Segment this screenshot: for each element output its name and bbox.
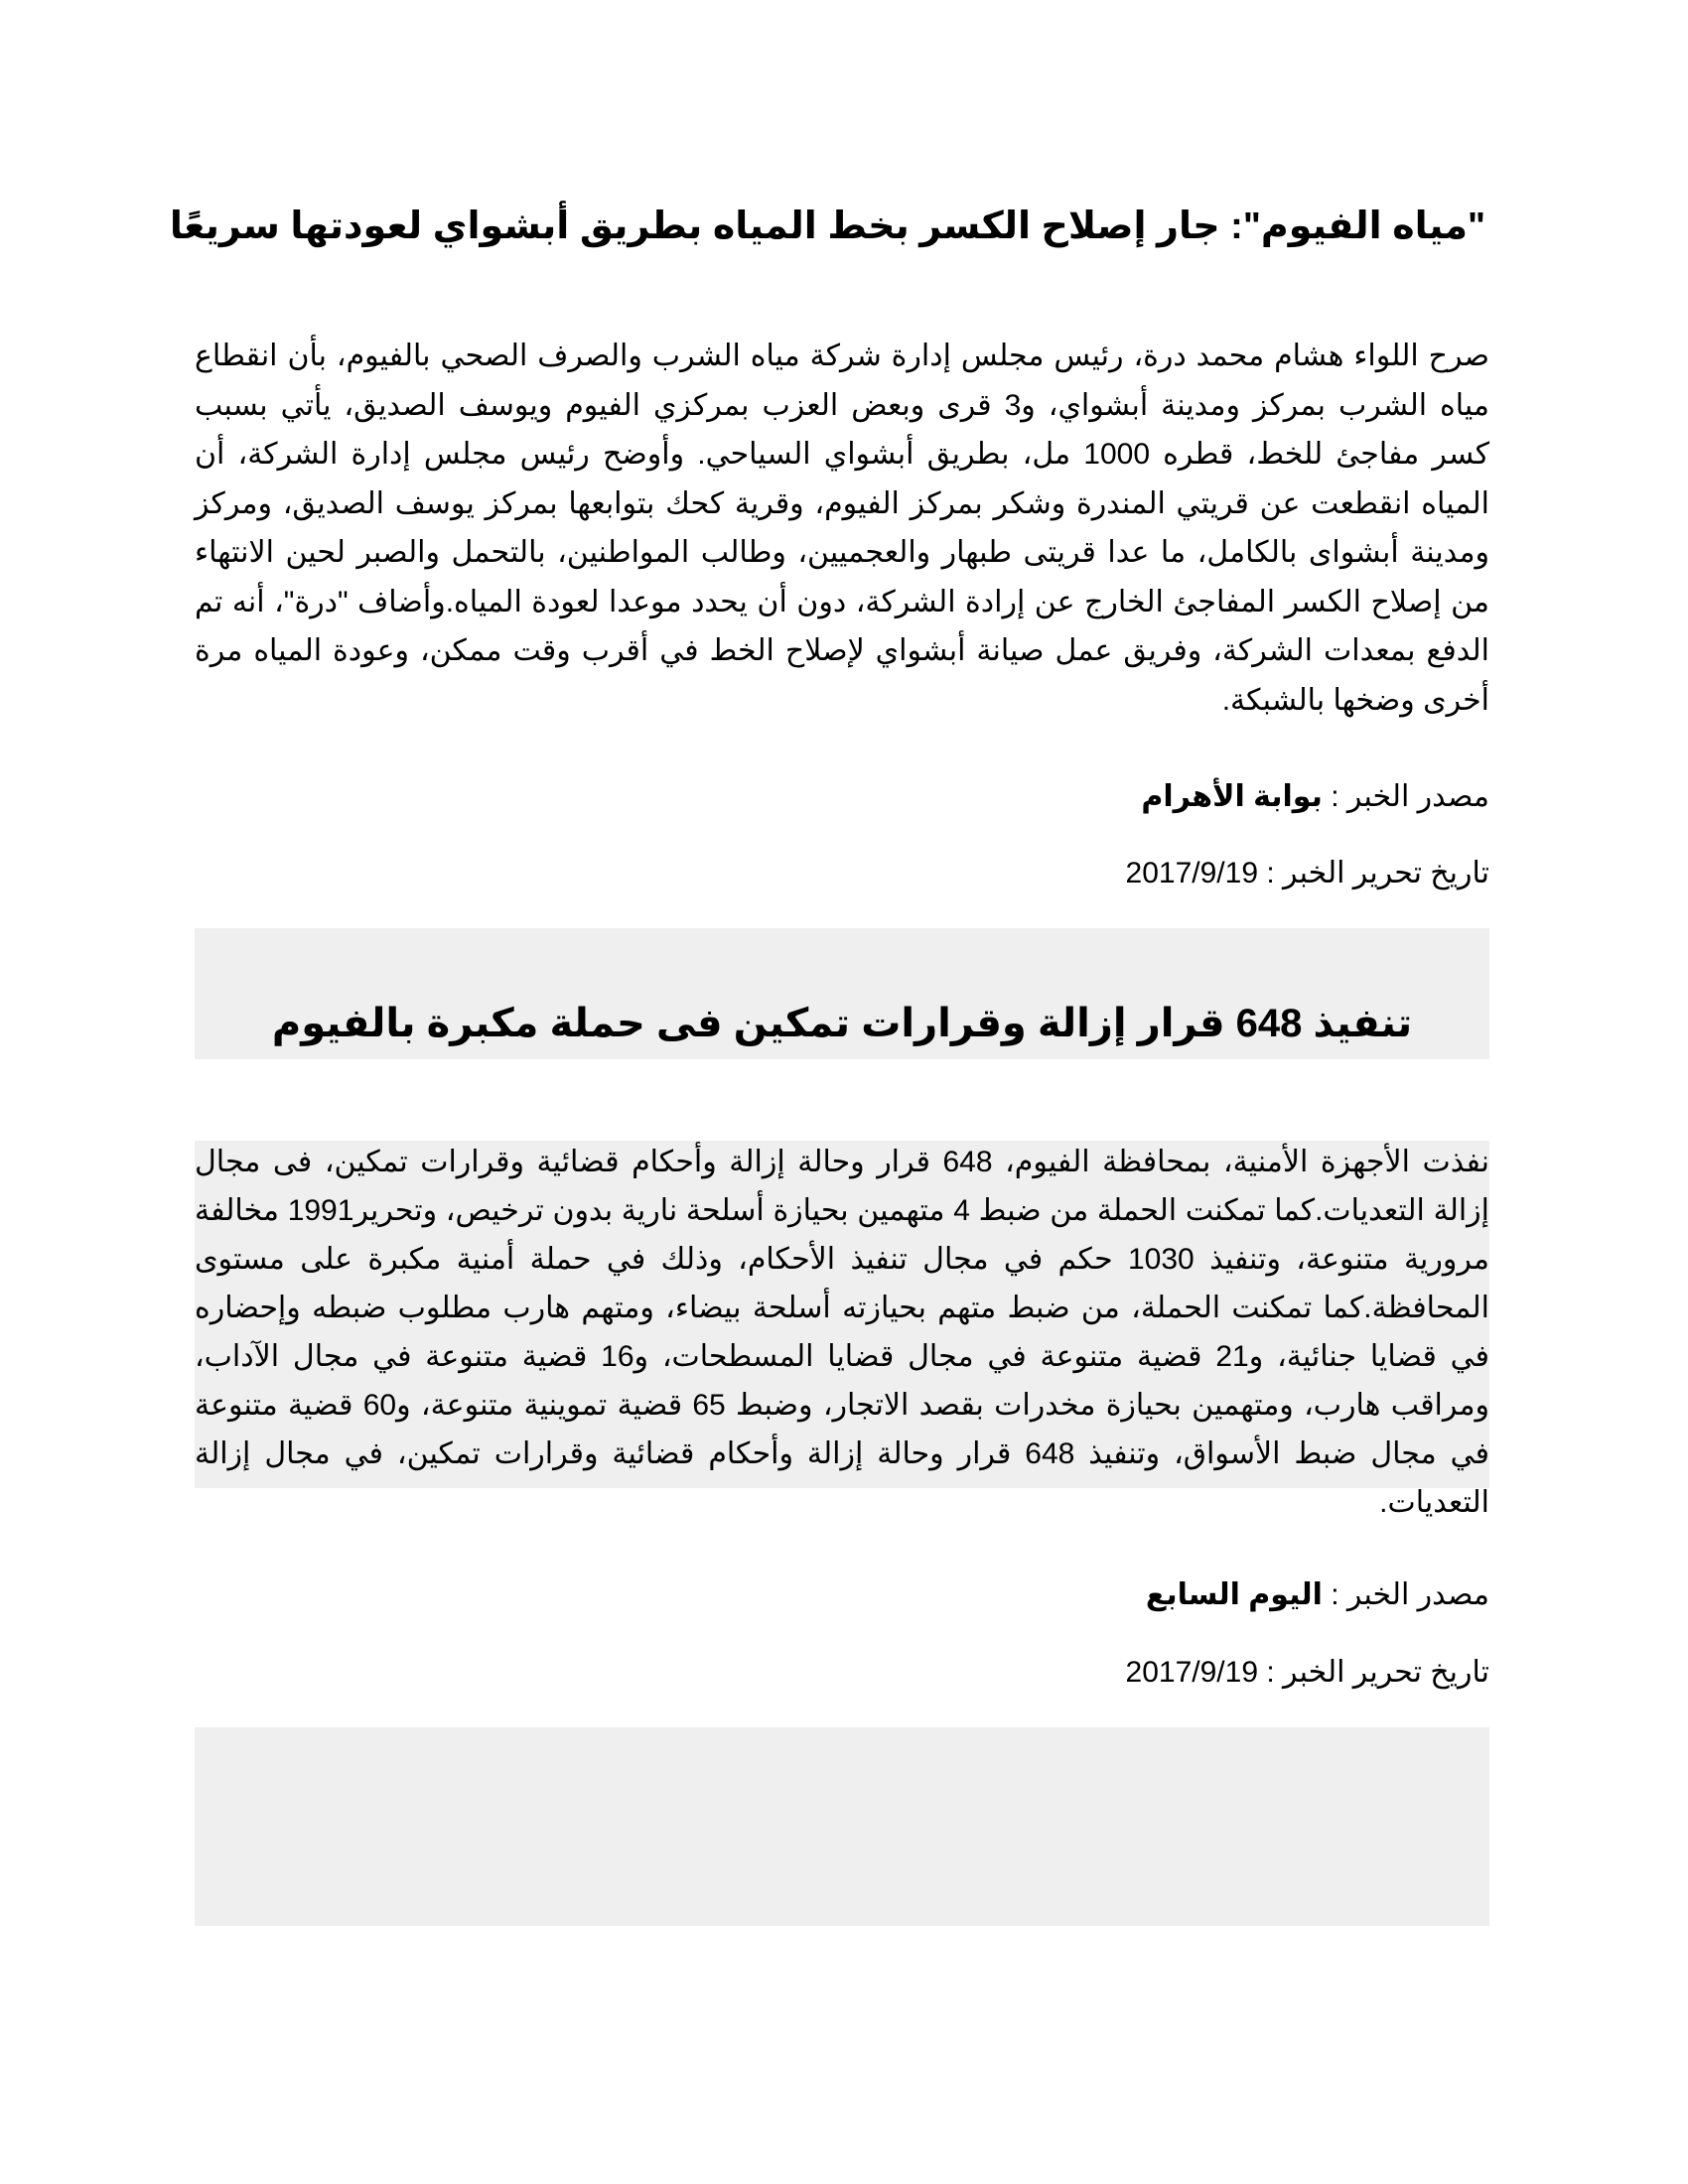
news-date-value: 2017/9/19 [1125,857,1259,889]
news-source-value: بوابة الأهرام [1141,780,1323,813]
article-title: تنفيذ 648 قرار إزالة وقرارات تمكين فى حملة مكبرة بالفيوم [271,1002,1413,1045]
news-source-value: اليوم السابع [1145,1578,1323,1611]
empty-gray-block [195,1727,1489,1926]
news-date-label: تاريخ تحرير الخبر : [1258,857,1489,889]
news-source-label: مصدر الخبر : [1322,1578,1489,1611]
news-source-label: مصدر الخبر : [1322,780,1489,813]
article-title: "مياه الفيوم": جار إصلاح الكسر بخط المياه بطريق أبشواي لعودتها سريعًا [169,205,1485,247]
article-body: نفذت الأجهزة الأمنية، بمحافظة الفيوم، 648 قرار وحالة إزالة وأحكام قضائية وقرارات تمكين، فى مجال إزالة التعديات.كما تمكنت الحملة من ضبط 4 متهمين بحيازة أسلحة نارية بدون ترخيص، وتحرير1991 مخالفة مرورية متنوعة، وتنفيذ 1030 حكم في مجال تنفيذ الأحكام، وذلك في حملة أمنية مكبرة على مستوى المحافظة.كما تمكنت الحملة، من ضبط متهم بحيازته أسلحة بيضاء، ومتهم هارب مطلوب ضبطه وإحضاره في قضايا جنائية، و21 قضية متنوعة في مجال قضايا المسطحات، و16 قضية متنوعة في مجال الآداب، ومراقب هارب، ومتهمين بحيازة مخدرات بقصد الاتجار، وضبط 65 قضية تموينية متنوعة، و60 قضية متنوعة في مجال ضبط الأسواق، وتنفيذ 648 قرار وحالة إزالة وأحكام قضائية وقرارات تمكين، في مجال إزالة التعديات. [195,1146,1490,1519]
news-date-label: تاريخ تحرير الخبر : [1258,1656,1489,1689]
news-date-value: 2017/9/19 [1125,1656,1259,1689]
news-date [195,1653,1489,1693]
news-date [195,854,1489,893]
news-source [195,777,1489,817]
news-source [195,1575,1489,1615]
article-body: صرح اللواء هشام محمد درة، رئيس مجلس إدارة شركة مياه الشرب والصرف الصحي بالفيوم، بأن انقطاع مياه الشرب بمركز ومدينة أبشواي، و3 قرى وبعض العزب بمركزي الفيوم ويوسف الصديق، يأتي بسبب كسر مفاجئ للخط، قطره 1000 مل، بطريق أبشواي السياحي. وأوضح رئيس مجلس إدارة الشركة، أن المياه انقطعت عن قريتي المندرة وشكر بمركز الفيوم، وقرية كحك بتوابعها بمركز يوسف الصديق، ومركز ومدينة أبشواى بالكامل، ما عدا قريتى طبهار والعجميين، وطالب المواطنين، بالتحمل والصبر لحين الانتهاء من إصلاح الكسر المفاجئ الخارج عن إرادة الشركة، دون أن يحدد موعدا لعودة المياه.وأضاف "درة"، أنه تم الدفع بمعدات الشركة، وفريق عمل صيانة أبشواي لإصلاح الخط في أقرب وقت ممكن، وعودة المياه مرة أخرى وضخها بالشبكة. [195,340,1489,717]
